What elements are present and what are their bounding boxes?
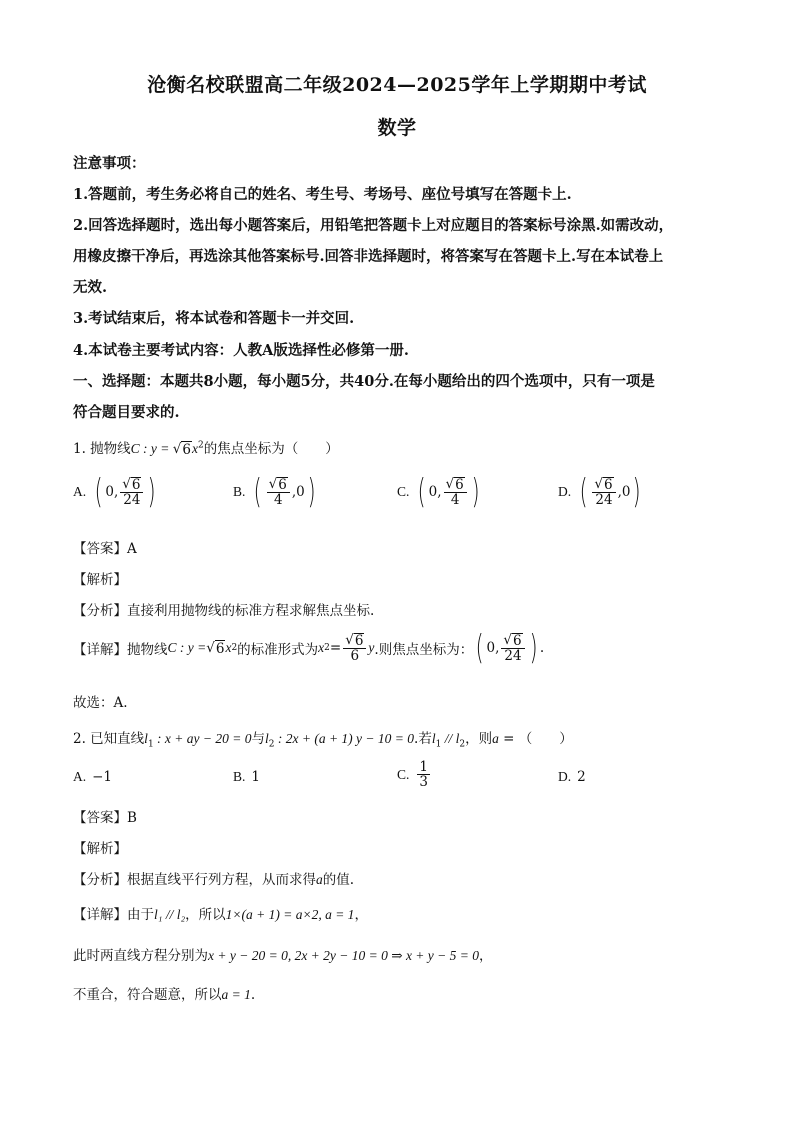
q1-option-d-y: ,0: [617, 484, 631, 500]
q1-detail-after: .则焦点坐标为：: [374, 642, 474, 658]
q2-option-c-num: 1: [419, 759, 428, 775]
q1-detail-prefix: 【详解】抛物线: [73, 642, 168, 658]
q2-line-1-name: l: [144, 731, 148, 746]
q2-line-1-eq: : x + ay − 20 = 0: [153, 731, 252, 746]
q2-detail-end: ，: [354, 907, 368, 923]
q2-fenxi-var: a: [316, 872, 323, 887]
q2-fenxi-prefix: 【分析】根据直线平行列方程，从而求得: [73, 872, 316, 888]
q2-line-1-sub: 1: [147, 739, 154, 750]
q1-option-b-den: 4: [273, 492, 283, 508]
q2-option-b-label: B.: [233, 769, 246, 784]
q1-detail-y: y: [368, 640, 375, 655]
q1-detail-point-x: 0,: [486, 640, 500, 656]
notice-item-3: 3.考试结束后，将本试卷和答题卡一并交回.: [73, 310, 355, 327]
q1-option-d-num: 6: [604, 476, 613, 493]
q1-option-a-num: 6: [131, 476, 141, 493]
q2-line3-end: .: [250, 987, 256, 1003]
q2-cond-sub-2: 2: [459, 739, 466, 750]
q1-stem-radicand: 6: [182, 442, 191, 458]
q1-detail-eq-lhs: x: [318, 640, 325, 655]
q1-option-a-den: 24: [123, 492, 141, 508]
q2-detail-line-3: [73, 983, 255, 1003]
q1-option-c-label: C.: [397, 484, 410, 499]
q1-detail-frac-den: 6: [350, 648, 360, 664]
q1-option-d: D. ( √ 6 24 ,0 ): [558, 472, 642, 512]
q2-option-a: [73, 769, 112, 785]
q2-detail-parallel: l₁ // l₂: [154, 907, 186, 922]
q2-option-d-value: 2: [577, 769, 586, 785]
q2-option-d: [558, 769, 586, 785]
q1-detail: 【详解】抛物线 C : y = √ 6 x 2 的标准形式为 x 2 = √ 6 6 y .则焦点坐标为： ( 0, √ 6 24 ) .: [73, 628, 545, 668]
q2-line-2-name: l: [264, 731, 269, 746]
q1-detail-var: x: [225, 640, 232, 655]
q2-stem-prefix: 2. 已知直线: [73, 731, 145, 747]
q2-answer: 【答案】B: [73, 810, 137, 826]
q2-cond-prefix: .若: [414, 731, 432, 747]
q2-with: 与: [251, 731, 265, 747]
notice-item-1: 1.答题前，考生务必将自己的姓名、考生号、考场号、座位号填写在答题卡上.: [73, 186, 572, 203]
q1-option-b-y: ,0: [291, 484, 305, 500]
q1-detail-end: .: [539, 640, 545, 656]
notice-item-4: 4.本试卷主要考试内容：人教A版选择性必修第一册.: [73, 342, 409, 359]
q2-detail-prefix: 【详解】由于: [73, 907, 154, 923]
q2-fenxi: [73, 868, 354, 888]
q2-detail-mid: ，所以: [185, 907, 226, 923]
q2-cond-sub-1: 1: [435, 739, 442, 750]
q1-detail-frac-num: 6: [354, 632, 364, 649]
q2-detail-math: 1×(a + 1) = a×2, a = 1: [225, 907, 355, 922]
q2-option-c-den: 3: [419, 774, 428, 791]
q2-option-a-label: A.: [73, 769, 87, 784]
q2-option-b: [233, 769, 260, 785]
q1-detail-point-den: 24: [504, 648, 522, 664]
q1-analysis-label: 【解析】: [73, 572, 127, 588]
q2-option-d-label: D.: [558, 769, 572, 784]
q1-detail-mid: 的标准形式为: [237, 642, 319, 658]
exam-title: 沧衡名校联盟高二年级2024—2025学年上学期期中考试: [147, 74, 647, 96]
q1-option-b-label: B.: [233, 484, 246, 499]
q2-cond-parallel: //: [441, 731, 456, 746]
q1-detail-radicand: 6: [215, 640, 225, 657]
q1-answer: 【答案】A: [73, 541, 137, 557]
q2-option-a-value: −1: [92, 769, 113, 785]
q2-detail: [73, 903, 368, 923]
q1-stem-sqrt: √ 6: [172, 441, 191, 458]
q1-option-b: B. ( √ 6 4 ,0 ): [233, 472, 316, 512]
q1-detail-point-num: 6: [512, 632, 522, 649]
subject-title: 数学: [377, 117, 417, 139]
q1-option-a-label: A.: [73, 484, 87, 499]
section-1-heading-line-2: 符合题目要求的.: [73, 404, 180, 421]
notice-item-2-line-3: 无效.: [73, 279, 108, 296]
q1-detail-math: C : y =: [167, 640, 207, 655]
q1-option-c-x: 0,: [428, 484, 442, 500]
q2-detail-line-2: [73, 944, 493, 964]
q2-then: ，则: [465, 731, 493, 747]
q1-option-a: A. ( 0, √ 6 24 ): [73, 472, 157, 512]
q2-cond-l1: l: [431, 731, 436, 746]
q1-option-c-num: 6: [455, 476, 464, 493]
q2-stem: [73, 727, 573, 750]
q1-stem-prefix: 1. 抛物线: [73, 441, 131, 457]
q1-stem-suffix: 的焦点坐标为（ ）: [203, 441, 339, 457]
q1-detail-sqrt: √ 6: [206, 639, 225, 657]
q2-line-2-eq: : 2x + (a + 1) y − 10 = 0: [274, 731, 415, 746]
q1-option-b-num: 6: [278, 476, 287, 493]
q1-stem-var: x: [191, 441, 198, 456]
notice-item-2-line-2: 用橡皮擦干净后，再选涂其他答案标号.回答非选择题时，将答案写在答题卡上.写在本试卷上: [73, 248, 664, 265]
q2-blank: = （ ）: [498, 731, 573, 747]
q1-option-c-den: 4: [450, 492, 460, 508]
q1-detail-eq-sign: =: [329, 640, 342, 656]
notice-item-2-line-1: 2.回答选择题时，选出每小题答案后，用铅笔把答题卡上对应题目的答案标号涂黑.如需改动，: [73, 217, 674, 234]
q1-fenxi: 【分析】直接利用抛物线的标准方程求解焦点坐标.: [73, 603, 375, 619]
notice-heading: 注意事项：: [73, 155, 146, 172]
q2-option-c: [397, 760, 432, 789]
q1-conclusion: 故选：A.: [73, 695, 128, 711]
q1-detail-eq-exp: 2: [324, 643, 330, 653]
q1-option-d-den: 24: [595, 492, 613, 508]
q2-line2-end: ，: [479, 948, 493, 964]
q2-line-2-sub: 2: [268, 739, 275, 750]
q2-line2-math: x + y − 20 = 0, 2x + 2y − 10 = 0 ⇒ x + y − 5 = 0: [208, 948, 480, 963]
q2-option-c-label: C.: [397, 766, 410, 782]
q2-line2-prefix: 此时两直线方程分别为: [73, 948, 208, 964]
q1-option-a-x: 0,: [105, 484, 119, 500]
q1-detail-exp: 2: [231, 643, 238, 653]
q2-line3-math: a = 1: [221, 987, 251, 1002]
q1-option-c: C. ( 0, √ 6 4 ): [397, 472, 480, 512]
q2-a-var: a: [492, 731, 499, 746]
q1-stem-math: C : y =: [130, 441, 173, 456]
q2-cond-l2: l: [455, 731, 460, 746]
q2-analysis-label: 【解析】: [73, 841, 127, 857]
section-1-heading-line-1: 一、选择题：本题共8小题，每小题5分，共40分.在每小题给出的四个选项中，只有一项是: [73, 373, 655, 390]
q2-option-b-value: 1: [251, 769, 260, 785]
q1-stem: [73, 437, 339, 458]
q2-fenxi-suffix: 的值.: [322, 872, 355, 888]
q1-stem-exp: 2: [197, 440, 204, 451]
q2-line3-prefix: 不重合，符合题意，所以: [73, 987, 222, 1003]
q1-option-d-label: D.: [558, 484, 572, 499]
